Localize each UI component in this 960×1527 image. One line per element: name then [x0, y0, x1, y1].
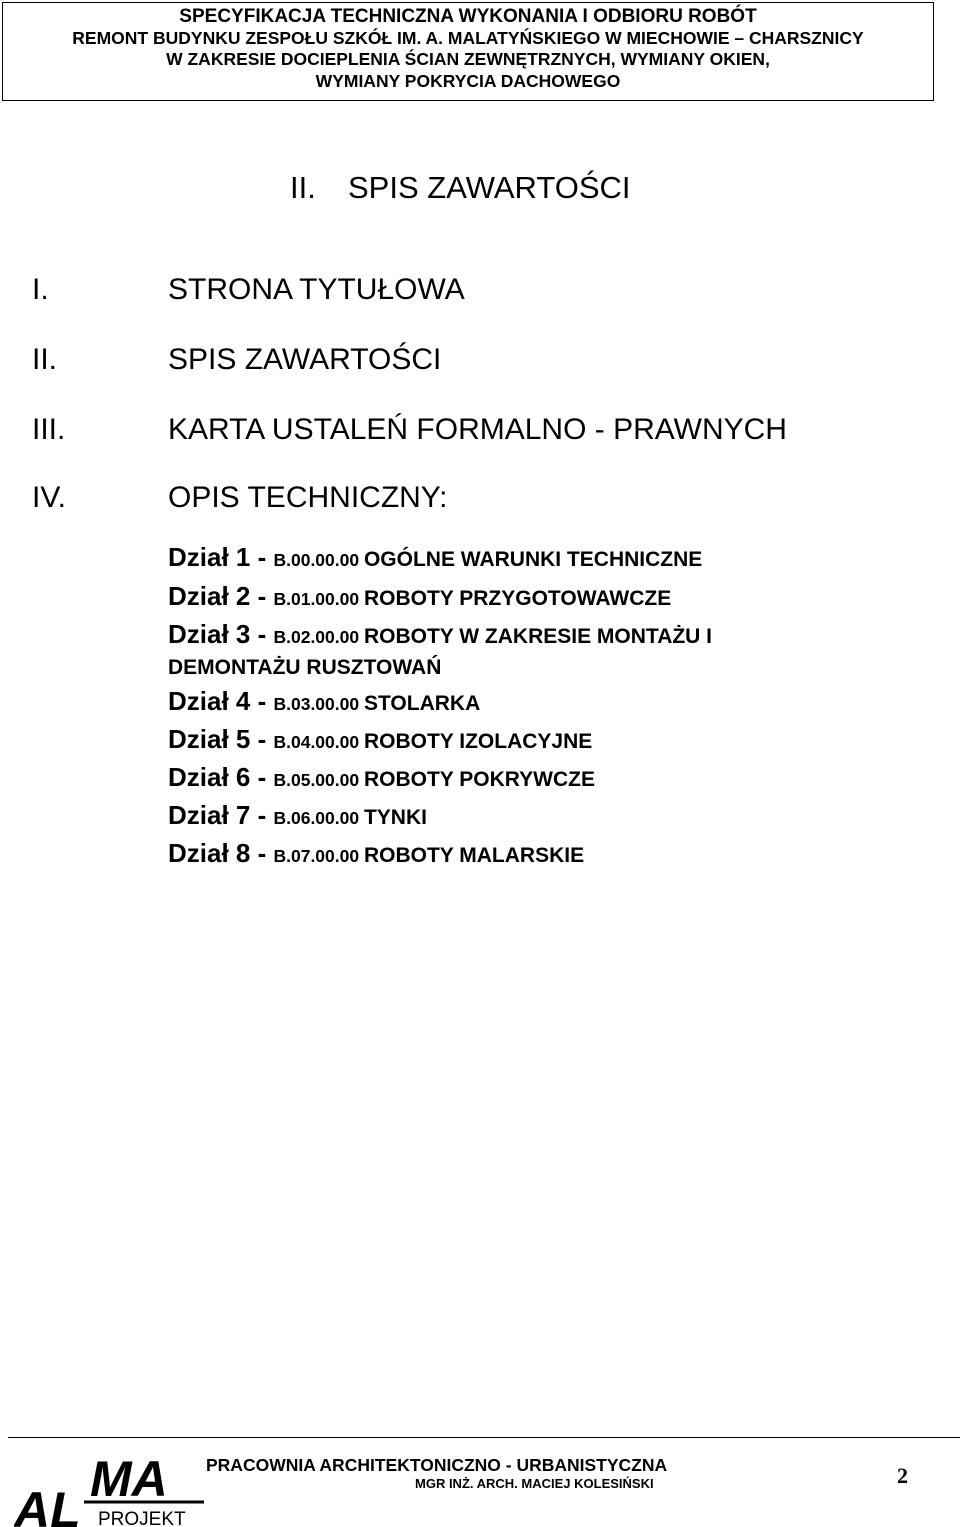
toc-item-text: KARTA USTALEŃ FORMALNO - PRAWNYCH	[168, 413, 787, 446]
header-line-3: W ZAKRESIE DOCIEPLENIA ŚCIAN ZEWNĘTRZNYCH, WYMIANY OKIEN,	[166, 49, 770, 69]
dzial-code: B.01.00.00	[273, 589, 364, 609]
logo-al-text: AL	[14, 1482, 81, 1527]
dzial-name: ROBOTY MALARSKIE	[363, 844, 585, 867]
dzial-label: Dział 7 -	[168, 800, 274, 830]
dzial-label: Dział 3 -	[168, 619, 274, 649]
dzial-name: ROBOTY PRZYGOTOWAWCZE	[363, 587, 672, 610]
dzial-code: B.02.00.00	[273, 627, 364, 647]
dzial-label: Dział 8 -	[168, 838, 274, 868]
dzial-label: Dział 4 -	[168, 686, 274, 716]
dzial-item	[168, 682, 948, 725]
logo-projekt-text: PROJEKT	[98, 1509, 186, 1527]
dzial-name: ROBOTY IZOLACYJNE	[363, 730, 593, 753]
dzial-label: Dział 5 -	[168, 724, 274, 754]
dzial-item	[168, 796, 948, 839]
dzial-name-continuation: DEMONTAŻU RUSZTOWAŃ	[168, 656, 442, 679]
footer-author: MGR INŻ. ARCH. MACIEJ KOLESIŃSKI	[415, 1476, 654, 1491]
footer-divider	[8, 1437, 960, 1438]
dzial-item	[168, 538, 948, 581]
toc-heading-number: II.	[290, 170, 316, 205]
dzial-item	[168, 720, 948, 763]
toc-item-number: II.	[32, 343, 58, 376]
document-header	[2, 2, 934, 101]
almaprojekt-logo	[14, 1450, 214, 1527]
dzial-item	[168, 615, 948, 680]
dzial-name: ROBOTY POKRYWCZE	[363, 768, 595, 791]
logo-ma-text: MA	[90, 1451, 168, 1507]
dzial-code: B.07.00.00	[273, 846, 364, 866]
toc-item-text: OPIS TECHNICZNY:	[168, 481, 448, 514]
dzial-name: OGÓLNE WARUNKI TECHNICZNE	[363, 548, 703, 571]
toc-heading	[290, 168, 631, 208]
page-number: 2	[897, 1463, 908, 1488]
header-line-2: REMONT BUDYNKU ZESPOŁU SZKÓŁ IM. A. MALATYŃSKIEGO W MIECHOWIE – CHARSZNICY	[72, 27, 864, 48]
dzial-label: Dział 1 -	[168, 542, 274, 572]
toc-item-number: III.	[32, 413, 66, 446]
toc-item-number: IV.	[32, 481, 66, 514]
dzial-code: B.04.00.00	[273, 732, 364, 752]
dzial-label: Dział 6 -	[168, 762, 274, 792]
footer-organization: PRACOWNIA ARCHITEKTONICZNO - URBANISTYCZNA	[206, 1455, 668, 1475]
dzial-item	[168, 758, 948, 801]
toc-heading-text: SPIS ZAWARTOŚCI	[348, 170, 631, 205]
dzial-name: ROBOTY W ZAKRESIE MONTAŻU I	[363, 625, 713, 648]
toc-item-number: I.	[32, 273, 49, 306]
toc-item-text: STRONA TYTUŁOWA	[168, 273, 465, 306]
toc-item-text: SPIS ZAWARTOŚCI	[168, 343, 442, 376]
dzial-item	[168, 834, 948, 877]
dzial-name: STOLARKA	[363, 692, 481, 715]
dzial-item	[168, 577, 948, 620]
dzial-code: B.03.00.00	[273, 694, 364, 714]
header-line-1: SPECYFIKACJA TECHNICZNA WYKONANIA I ODBIORU ROBÓT	[179, 6, 757, 27]
dzial-label: Dział 2 -	[168, 581, 274, 611]
dzial-code: B.05.00.00	[273, 770, 364, 790]
dzial-code: B.06.00.00	[273, 808, 364, 828]
dzial-name: TYNKI	[363, 806, 427, 829]
dzial-code: B.00.00.00	[273, 550, 364, 570]
header-line-4: WYMIANY POKRYCIA DACHOWEGO	[315, 70, 621, 91]
